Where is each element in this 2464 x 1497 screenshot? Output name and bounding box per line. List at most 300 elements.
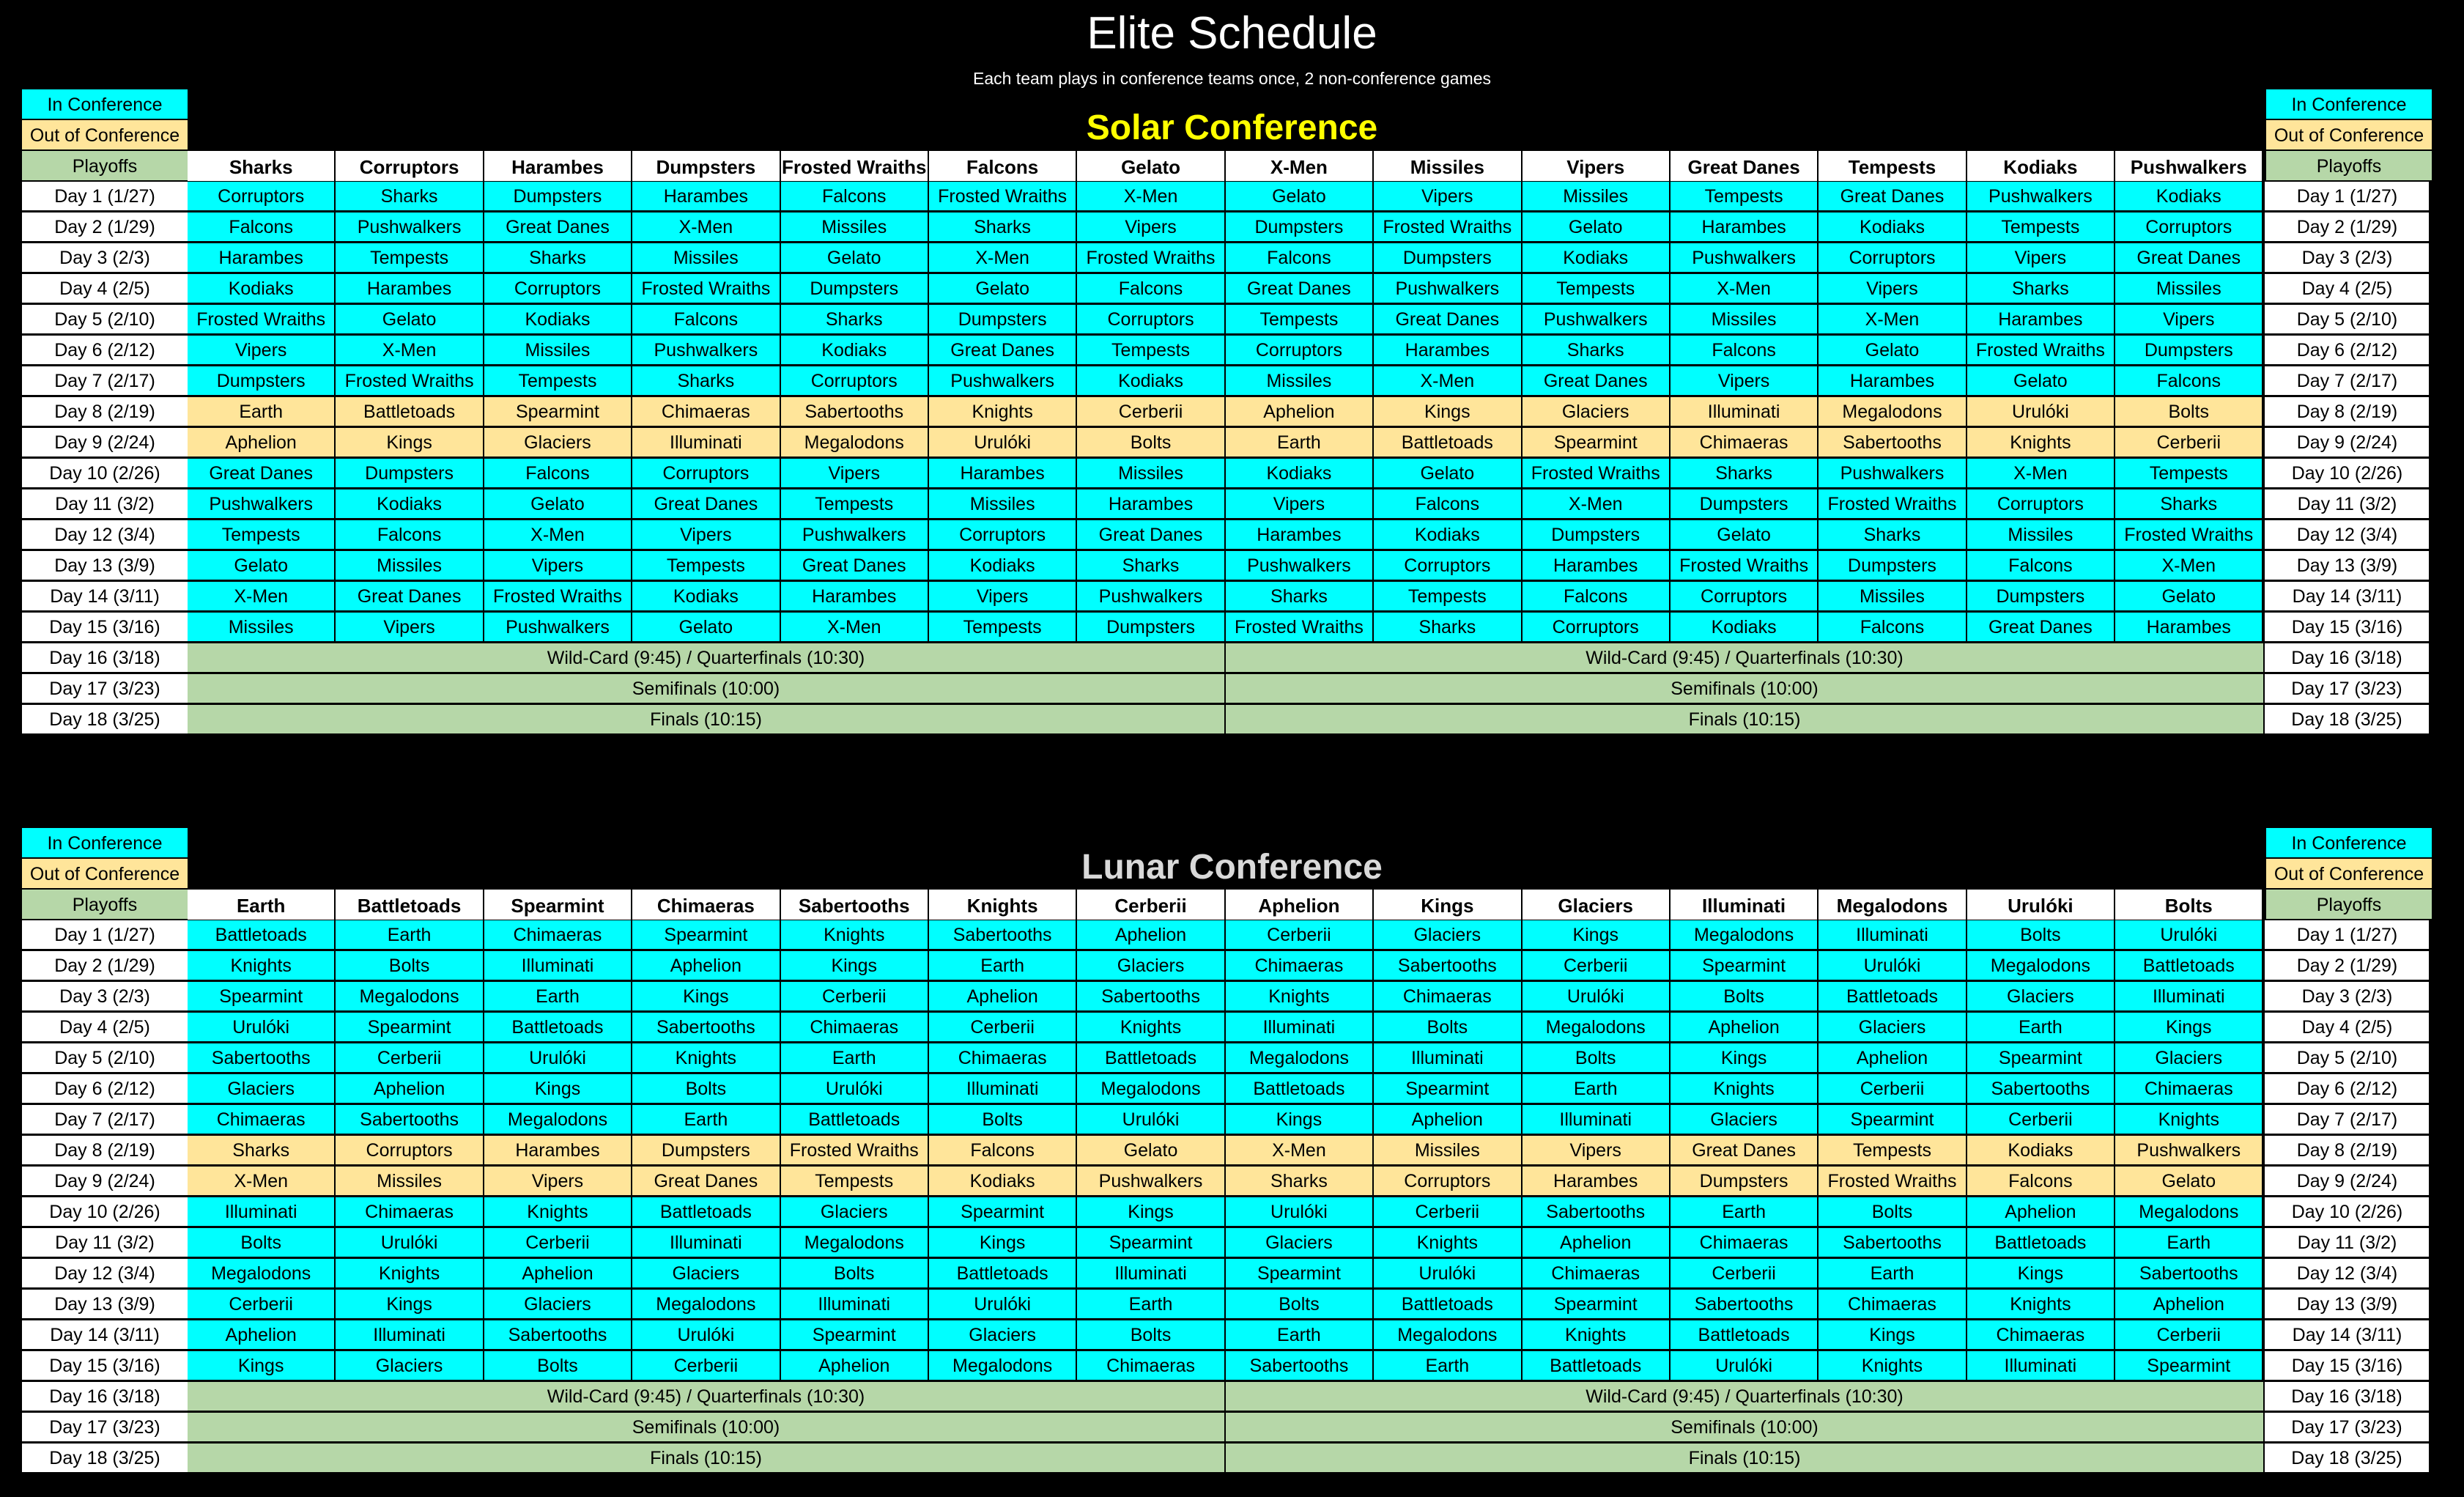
matchup-cell: Glaciers	[336, 1351, 484, 1381]
matchup-cell: Earth	[1226, 428, 1374, 458]
matchup-cell: Spearmint	[1523, 428, 1671, 458]
matchup-cell: Urulóki	[1967, 397, 2115, 427]
matchup-cell: Frosted Wraiths	[1523, 459, 1671, 489]
matchup-cell: Kodiaks	[484, 305, 632, 335]
matchup-cell: Dumpsters	[632, 1136, 780, 1166]
matchup-cell: Harambes	[1819, 366, 1967, 396]
day-label: Day 16 (3/18)	[22, 643, 188, 673]
matchup-cell: Kodiaks	[1374, 520, 1522, 550]
matchup-cell: Spearmint	[1226, 1259, 1374, 1289]
matchup-cell: Harambes	[632, 182, 780, 212]
day-label: Day 18 (3/25)	[22, 705, 188, 735]
matchup-cell: Frosted Wraiths	[1967, 336, 2115, 366]
matchup-cell: Aphelion	[1226, 397, 1374, 427]
matchup-cell: Gelato	[1077, 1136, 1225, 1166]
matchup-cell: Missiles	[1819, 582, 1967, 612]
matchup-cell: Sharks	[188, 1136, 336, 1166]
matchup-cell: Corruptors	[484, 274, 632, 304]
matchup-cell: Megalodons	[1523, 1013, 1671, 1043]
matchup-cell: Battletoads	[484, 1013, 632, 1043]
lunar-team-header: Spearmint	[484, 890, 632, 920]
matchup-cell: Tempests	[2115, 459, 2263, 489]
matchup-cell: Vipers	[1523, 1136, 1671, 1166]
matchup-cell: Dumpsters	[2115, 336, 2263, 366]
matchup-cell: Sabertooths	[1077, 982, 1225, 1012]
solar-schedule-row	[22, 243, 2429, 273]
matchup-cell: Corruptors	[632, 459, 780, 489]
day-label: Day 16 (3/18)	[2263, 643, 2429, 673]
matchup-cell: Missiles	[336, 1167, 484, 1197]
matchup-cell: Knights	[1077, 1013, 1225, 1043]
matchup-cell: Kings	[1523, 920, 1671, 950]
solar-schedule-row	[22, 674, 2429, 704]
matchup-cell: Urulóki	[2115, 920, 2263, 950]
matchup-cell: Illuminati	[929, 1074, 1077, 1104]
matchup-cell: Cerberii	[632, 1351, 780, 1381]
matchup-cell: Missiles	[632, 243, 780, 273]
day-label: Day 5 (2/10)	[22, 1043, 188, 1073]
matchup-cell: Missiles	[1374, 1136, 1522, 1166]
matchup-cell: X-Men	[1967, 459, 2115, 489]
day-label: Day 13 (3/9)	[22, 1290, 188, 1320]
matchup-cell: Great Danes	[632, 489, 780, 520]
solar-team-header-row	[188, 151, 2263, 181]
matchup-cell: Pushwalkers	[1523, 305, 1671, 335]
day-label: Day 4 (2/5)	[22, 1013, 188, 1043]
page-subtitle: Each team plays in conference teams once, 2 non-conference games	[972, 69, 1491, 88]
matchup-cell: Great Danes	[2115, 243, 2263, 273]
matchup-cell: Spearmint	[1819, 1105, 1967, 1135]
matchup-cell: Harambes	[188, 243, 336, 273]
lunar-legend-playoffs-right: Playoffs	[2266, 890, 2432, 920]
matchup-cell: Pushwalkers	[1077, 1167, 1225, 1197]
matchup-cell: Sabertooths	[1967, 1074, 2115, 1104]
matchup-cell: Chimaeras	[1671, 1228, 1819, 1258]
matchup-cell: Sabertooths	[1671, 1290, 1819, 1320]
matchup-cell: X-Men	[188, 1167, 336, 1197]
matchup-cell: Urulóki	[336, 1228, 484, 1258]
solar-schedule-row	[22, 520, 2429, 550]
matchup-cell: Frosted Wraiths	[1671, 551, 1819, 581]
matchup-cell: Illuminati	[1967, 1351, 2115, 1381]
matchup-cell: Chimaeras	[1523, 1259, 1671, 1289]
matchup-cell: Tempests	[1819, 1136, 1967, 1166]
matchup-cell: Battletoads	[1077, 1043, 1225, 1073]
playoff-cell: Finals (10:15)	[188, 705, 1226, 735]
playoff-cell: Semifinals (10:00)	[188, 674, 1226, 704]
matchup-cell: Urulóki	[781, 1074, 929, 1104]
day-label: Day 13 (3/9)	[2263, 551, 2429, 581]
matchup-cell: Great Danes	[1819, 182, 1967, 212]
matchup-cell: Pushwalkers	[929, 366, 1077, 396]
matchup-cell: X-Men	[484, 520, 632, 550]
matchup-cell: Kodiaks	[781, 336, 929, 366]
matchup-cell: Glaciers	[1374, 920, 1522, 950]
matchup-cell: Battletoads	[336, 397, 484, 427]
matchup-cell: Chimaeras	[484, 920, 632, 950]
matchup-cell: Missiles	[929, 489, 1077, 520]
matchup-cell: Sabertooths	[929, 920, 1077, 950]
playoff-cell: Wild-Card (9:45) / Quarterfinals (10:30)	[1226, 1382, 2263, 1412]
matchup-cell: Bolts	[929, 1105, 1077, 1135]
matchup-cell: Spearmint	[1523, 1290, 1671, 1320]
matchup-cell: Chimaeras	[188, 1105, 336, 1135]
matchup-cell: Harambes	[781, 582, 929, 612]
matchup-cell: Sabertooths	[188, 1043, 336, 1073]
matchup-cell: Earth	[1374, 1351, 1522, 1381]
matchup-cell: Glaciers	[1819, 1013, 1967, 1043]
matchup-cell: Spearmint	[188, 982, 336, 1012]
matchup-cell: Illuminati	[1226, 1013, 1374, 1043]
matchup-cell: Dumpsters	[1523, 520, 1671, 550]
matchup-cell: X-Men	[1819, 305, 1967, 335]
playoff-cell: Wild-Card (9:45) / Quarterfinals (10:30)	[188, 643, 1226, 673]
solar-schedule-row	[22, 212, 2429, 243]
matchup-cell: Frosted Wraiths	[484, 582, 632, 612]
lunar-team-header: Knights	[929, 890, 1077, 920]
matchup-cell: Cerberii	[2115, 428, 2263, 458]
matchup-cell: Bolts	[1226, 1290, 1374, 1320]
matchup-cell: Kodiaks	[336, 489, 484, 520]
matchup-cell: Cerberii	[336, 1043, 484, 1073]
matchup-cell: Megalodons	[632, 1290, 780, 1320]
matchup-cell: Megalodons	[1374, 1320, 1522, 1350]
matchup-cell: Falcons	[2115, 366, 2263, 396]
day-label: Day 2 (1/29)	[22, 951, 188, 981]
matchup-cell: Glaciers	[781, 1197, 929, 1227]
lunar-team-header: Illuminati	[1671, 890, 1819, 920]
matchup-cell: Dumpsters	[336, 459, 484, 489]
lunar-team-header: Cerberii	[1077, 890, 1225, 920]
matchup-cell: Frosted Wraiths	[929, 182, 1077, 212]
solar-team-header: Pushwalkers	[2115, 151, 2263, 181]
matchup-cell: Missiles	[188, 613, 336, 643]
playoff-cell: Semifinals (10:00)	[1226, 1413, 2263, 1443]
matchup-cell: Glaciers	[1967, 982, 2115, 1012]
day-label: Day 6 (2/12)	[2263, 1074, 2429, 1104]
lunar-conference-title: Lunar Conference	[1081, 848, 1383, 887]
solar-team-header: Frosted Wraiths	[781, 151, 929, 181]
day-label: Day 14 (3/11)	[2263, 582, 2429, 612]
matchup-cell: Kings	[1077, 1197, 1225, 1227]
matchup-cell: Sabertooths	[781, 397, 929, 427]
matchup-cell: Kodiaks	[1819, 212, 1967, 243]
day-label: Day 7 (2/17)	[2263, 366, 2429, 396]
matchup-cell: Earth	[1819, 1259, 1967, 1289]
matchup-cell: Corruptors	[188, 182, 336, 212]
matchup-cell: Megalodons	[929, 1351, 1077, 1381]
matchup-cell: Battletoads	[632, 1197, 780, 1227]
playoff-cell: Semifinals (10:00)	[1226, 674, 2263, 704]
lunar-legend-in-conference-right: In Conference	[2266, 828, 2432, 858]
matchup-cell: Dumpsters	[484, 182, 632, 212]
matchup-cell: Cerberii	[1374, 1197, 1522, 1227]
matchup-cell: Spearmint	[781, 1320, 929, 1350]
matchup-cell: Tempests	[632, 551, 780, 581]
matchup-cell: Sharks	[632, 366, 780, 396]
matchup-cell: Vipers	[188, 336, 336, 366]
matchup-cell: Gelato	[484, 489, 632, 520]
matchup-cell: Frosted Wraiths	[188, 305, 336, 335]
solar-legend-in-conference-right: In Conference	[2266, 89, 2432, 119]
matchup-cell: Pushwalkers	[781, 520, 929, 550]
matchup-cell: Cerberii	[1967, 1105, 2115, 1135]
day-label: Day 5 (2/10)	[2263, 1043, 2429, 1073]
matchup-cell: Illuminati	[781, 1290, 929, 1320]
matchup-cell: Knights	[1967, 428, 2115, 458]
matchup-cell: X-Men	[781, 613, 929, 643]
matchup-cell: Sharks	[929, 212, 1077, 243]
matchup-cell: Frosted Wraiths	[2115, 520, 2263, 550]
matchup-cell: Falcons	[1819, 613, 1967, 643]
day-label: Day 7 (2/17)	[2263, 1105, 2429, 1135]
matchup-cell: Missiles	[1226, 366, 1374, 396]
day-label: Day 4 (2/5)	[22, 274, 188, 304]
matchup-cell: Great Danes	[1671, 1136, 1819, 1166]
matchup-cell: Aphelion	[632, 951, 780, 981]
day-label: Day 13 (3/9)	[2263, 1290, 2429, 1320]
matchup-cell: Spearmint	[1671, 951, 1819, 981]
matchup-cell: Battletoads	[1671, 1320, 1819, 1350]
matchup-cell: Aphelion	[1374, 1105, 1522, 1135]
matchup-cell: Sharks	[1967, 274, 2115, 304]
day-label: Day 7 (2/17)	[22, 1105, 188, 1135]
day-label: Day 1 (1/27)	[22, 182, 188, 212]
matchup-cell: Bolts	[188, 1228, 336, 1258]
matchup-cell: Harambes	[929, 459, 1077, 489]
matchup-cell: Cerberii	[1077, 397, 1225, 427]
solar-team-header: X-Men	[1226, 151, 1374, 181]
matchup-cell: Kings	[632, 982, 780, 1012]
matchup-cell: Bolts	[1077, 428, 1225, 458]
matchup-cell: Sharks	[1374, 613, 1522, 643]
matchup-cell: X-Men	[2115, 551, 2263, 581]
day-label: Day 8 (2/19)	[2263, 1136, 2429, 1166]
matchup-cell: Glaciers	[484, 428, 632, 458]
matchup-cell: Vipers	[484, 1167, 632, 1197]
day-label: Day 16 (3/18)	[2263, 1382, 2429, 1412]
matchup-cell: Vipers	[1819, 274, 1967, 304]
solar-legend-in-conference-left: In Conference	[22, 89, 188, 119]
lunar-team-header: Bolts	[2115, 890, 2263, 920]
matchup-cell: Vipers	[484, 551, 632, 581]
matchup-cell: Gelato	[1374, 459, 1522, 489]
day-label: Day 9 (2/24)	[2263, 428, 2429, 458]
lunar-schedule-row	[22, 1228, 2429, 1258]
matchup-cell: Urulóki	[1819, 951, 1967, 981]
matchup-cell: Megalodons	[781, 1228, 929, 1258]
matchup-cell: Bolts	[781, 1259, 929, 1289]
matchup-cell: Dumpsters	[1077, 613, 1225, 643]
matchup-cell: Falcons	[1967, 1167, 2115, 1197]
matchup-cell: Urulóki	[1077, 1105, 1225, 1135]
matchup-cell: Gelato	[1819, 336, 1967, 366]
matchup-cell: Knights	[484, 1197, 632, 1227]
matchup-cell: Missiles	[781, 212, 929, 243]
matchup-cell: Spearmint	[1967, 1043, 2115, 1073]
matchup-cell: Battletoads	[188, 920, 336, 950]
matchup-cell: Tempests	[1523, 274, 1671, 304]
matchup-cell: Megalodons	[1819, 397, 1967, 427]
playoff-cell: Finals (10:15)	[1226, 705, 2263, 735]
matchup-cell: Kings	[1226, 1105, 1374, 1135]
day-label: Day 12 (3/4)	[2263, 1259, 2429, 1289]
matchup-cell: Aphelion	[2115, 1290, 2263, 1320]
matchup-cell: Kings	[1671, 1043, 1819, 1073]
matchup-cell: Bolts	[484, 1351, 632, 1381]
matchup-cell: Battletoads	[929, 1259, 1077, 1289]
lunar-team-header: Aphelion	[1226, 890, 1374, 920]
matchup-cell: Vipers	[1226, 489, 1374, 520]
matchup-cell: Megalodons	[781, 428, 929, 458]
day-label: Day 16 (3/18)	[22, 1382, 188, 1412]
lunar-schedule-row	[22, 1413, 2429, 1443]
lunar-schedule-row	[22, 1136, 2429, 1166]
matchup-cell: Kodiaks	[632, 582, 780, 612]
matchup-cell: X-Men	[1523, 489, 1671, 520]
playoff-cell: Wild-Card (9:45) / Quarterfinals (10:30)	[1226, 643, 2263, 673]
matchup-cell: Dumpsters	[781, 274, 929, 304]
matchup-cell: Great Danes	[929, 336, 1077, 366]
matchup-cell: Glaciers	[188, 1074, 336, 1104]
matchup-cell: Knights	[632, 1043, 780, 1073]
matchup-cell: Glaciers	[929, 1320, 1077, 1350]
matchup-cell: Sharks	[1819, 520, 1967, 550]
matchup-cell: Kings	[2115, 1013, 2263, 1043]
matchup-cell: Sabertooths	[336, 1105, 484, 1135]
matchup-cell: Pushwalkers	[1374, 274, 1522, 304]
day-label: Day 9 (2/24)	[2263, 1167, 2429, 1197]
solar-team-header: Tempests	[1819, 151, 1967, 181]
matchup-cell: Cerberii	[1671, 1259, 1819, 1289]
matchup-cell: Kodiaks	[1671, 613, 1819, 643]
matchup-cell: Bolts	[1967, 920, 2115, 950]
matchup-cell: Illuminati	[1077, 1259, 1225, 1289]
day-label: Day 15 (3/16)	[22, 613, 188, 643]
matchup-cell: Knights	[1967, 1290, 2115, 1320]
day-label: Day 10 (2/26)	[2263, 459, 2429, 489]
matchup-cell: Cerberii	[1523, 951, 1671, 981]
lunar-schedule-row	[22, 982, 2429, 1012]
matchup-cell: Missiles	[1671, 305, 1819, 335]
matchup-cell: Great Danes	[1967, 613, 2115, 643]
matchup-cell: Urulóki	[1523, 982, 1671, 1012]
matchup-cell: Chimaeras	[1226, 951, 1374, 981]
matchup-cell: X-Men	[1671, 274, 1819, 304]
matchup-cell: Dumpsters	[188, 366, 336, 396]
matchup-cell: Kodiaks	[1523, 243, 1671, 273]
day-label: Day 14 (3/11)	[22, 1320, 188, 1350]
matchup-cell: Illuminati	[336, 1320, 484, 1350]
matchup-cell: Cerberii	[1226, 920, 1374, 950]
matchup-cell: Pushwalkers	[484, 613, 632, 643]
matchup-cell: Glaciers	[1077, 951, 1225, 981]
matchup-cell: Earth	[1226, 1320, 1374, 1350]
day-label: Day 2 (1/29)	[2263, 212, 2429, 243]
matchup-cell: Megalodons	[1077, 1074, 1225, 1104]
lunar-schedule-row	[22, 1013, 2429, 1043]
lunar-team-header: Kings	[1374, 890, 1522, 920]
matchup-cell: X-Men	[188, 582, 336, 612]
matchup-cell: Tempests	[781, 489, 929, 520]
matchup-cell: Falcons	[781, 182, 929, 212]
matchup-cell: Dumpsters	[929, 305, 1077, 335]
day-label: Day 12 (3/4)	[2263, 520, 2429, 550]
matchup-cell: Glaciers	[484, 1290, 632, 1320]
matchup-cell: Sabertooths	[2115, 1259, 2263, 1289]
solar-legend-playoffs-right: Playoffs	[2266, 151, 2432, 181]
matchup-cell: Sabertooths	[632, 1013, 780, 1043]
matchup-cell: Great Danes	[336, 582, 484, 612]
matchup-cell: Harambes	[484, 1136, 632, 1166]
matchup-cell: Kings	[1374, 397, 1522, 427]
playoff-cell: Wild-Card (9:45) / Quarterfinals (10:30)	[188, 1382, 1226, 1412]
matchup-cell: Chimaeras	[1819, 1290, 1967, 1320]
matchup-cell: Gelato	[1523, 212, 1671, 243]
lunar-schedule-row	[22, 951, 2429, 981]
day-label: Day 11 (3/2)	[2263, 1228, 2429, 1258]
matchup-cell: Pushwalkers	[1226, 551, 1374, 581]
matchup-cell: Cerberii	[2115, 1320, 2263, 1350]
matchup-cell: Chimaeras	[2115, 1074, 2263, 1104]
matchup-cell: Corruptors	[1077, 305, 1225, 335]
matchup-cell: Illuminati	[484, 951, 632, 981]
day-label: Day 12 (3/4)	[22, 520, 188, 550]
matchup-cell: Aphelion	[336, 1074, 484, 1104]
matchup-cell: Gelato	[1671, 520, 1819, 550]
matchup-cell: Sabertooths	[1819, 428, 1967, 458]
matchup-cell: Falcons	[1374, 489, 1522, 520]
playoff-cell: Semifinals (10:00)	[188, 1413, 1226, 1443]
solar-legend-out-of-conference-right: Out of Conference	[2266, 120, 2432, 150]
matchup-cell: Sharks	[336, 182, 484, 212]
matchup-cell: Great Danes	[781, 551, 929, 581]
solar-team-header: Corruptors	[336, 151, 484, 181]
matchup-cell: Kings	[336, 1290, 484, 1320]
solar-schedule-row	[22, 643, 2429, 673]
matchup-cell: Falcons	[188, 212, 336, 243]
solar-legend-playoffs-left: Playoffs	[22, 151, 188, 181]
solar-legend-out-of-conference-left: Out of Conference	[22, 120, 188, 150]
matchup-cell: Kings	[188, 1351, 336, 1381]
matchup-cell: Sabertooths	[484, 1320, 632, 1350]
matchup-cell: X-Men	[1077, 182, 1225, 212]
solar-schedule-row	[22, 366, 2429, 396]
matchup-cell: Gelato	[1967, 366, 2115, 396]
matchup-cell: Battletoads	[1226, 1074, 1374, 1104]
matchup-cell: Glaciers	[1671, 1105, 1819, 1135]
matchup-cell: Corruptors	[1226, 336, 1374, 366]
lunar-team-header: Chimaeras	[632, 890, 780, 920]
matchup-cell: Earth	[1077, 1290, 1225, 1320]
matchup-cell: Harambes	[1226, 520, 1374, 550]
matchup-cell: Vipers	[929, 582, 1077, 612]
matchup-cell: Earth	[781, 1043, 929, 1073]
day-label: Day 15 (3/16)	[22, 1351, 188, 1381]
lunar-team-header: Glaciers	[1523, 890, 1671, 920]
solar-schedule-row	[22, 489, 2429, 520]
matchup-cell: Sharks	[484, 243, 632, 273]
matchup-cell: Aphelion	[188, 428, 336, 458]
day-label: Day 6 (2/12)	[22, 336, 188, 366]
matchup-cell: Megalodons	[1671, 920, 1819, 950]
matchup-cell: Glaciers	[2115, 1043, 2263, 1073]
matchup-cell: Tempests	[336, 243, 484, 273]
matchup-cell: Sharks	[781, 305, 929, 335]
matchup-cell: Great Danes	[1226, 274, 1374, 304]
matchup-cell: Battletoads	[1374, 428, 1522, 458]
matchup-cell: Sharks	[1226, 582, 1374, 612]
